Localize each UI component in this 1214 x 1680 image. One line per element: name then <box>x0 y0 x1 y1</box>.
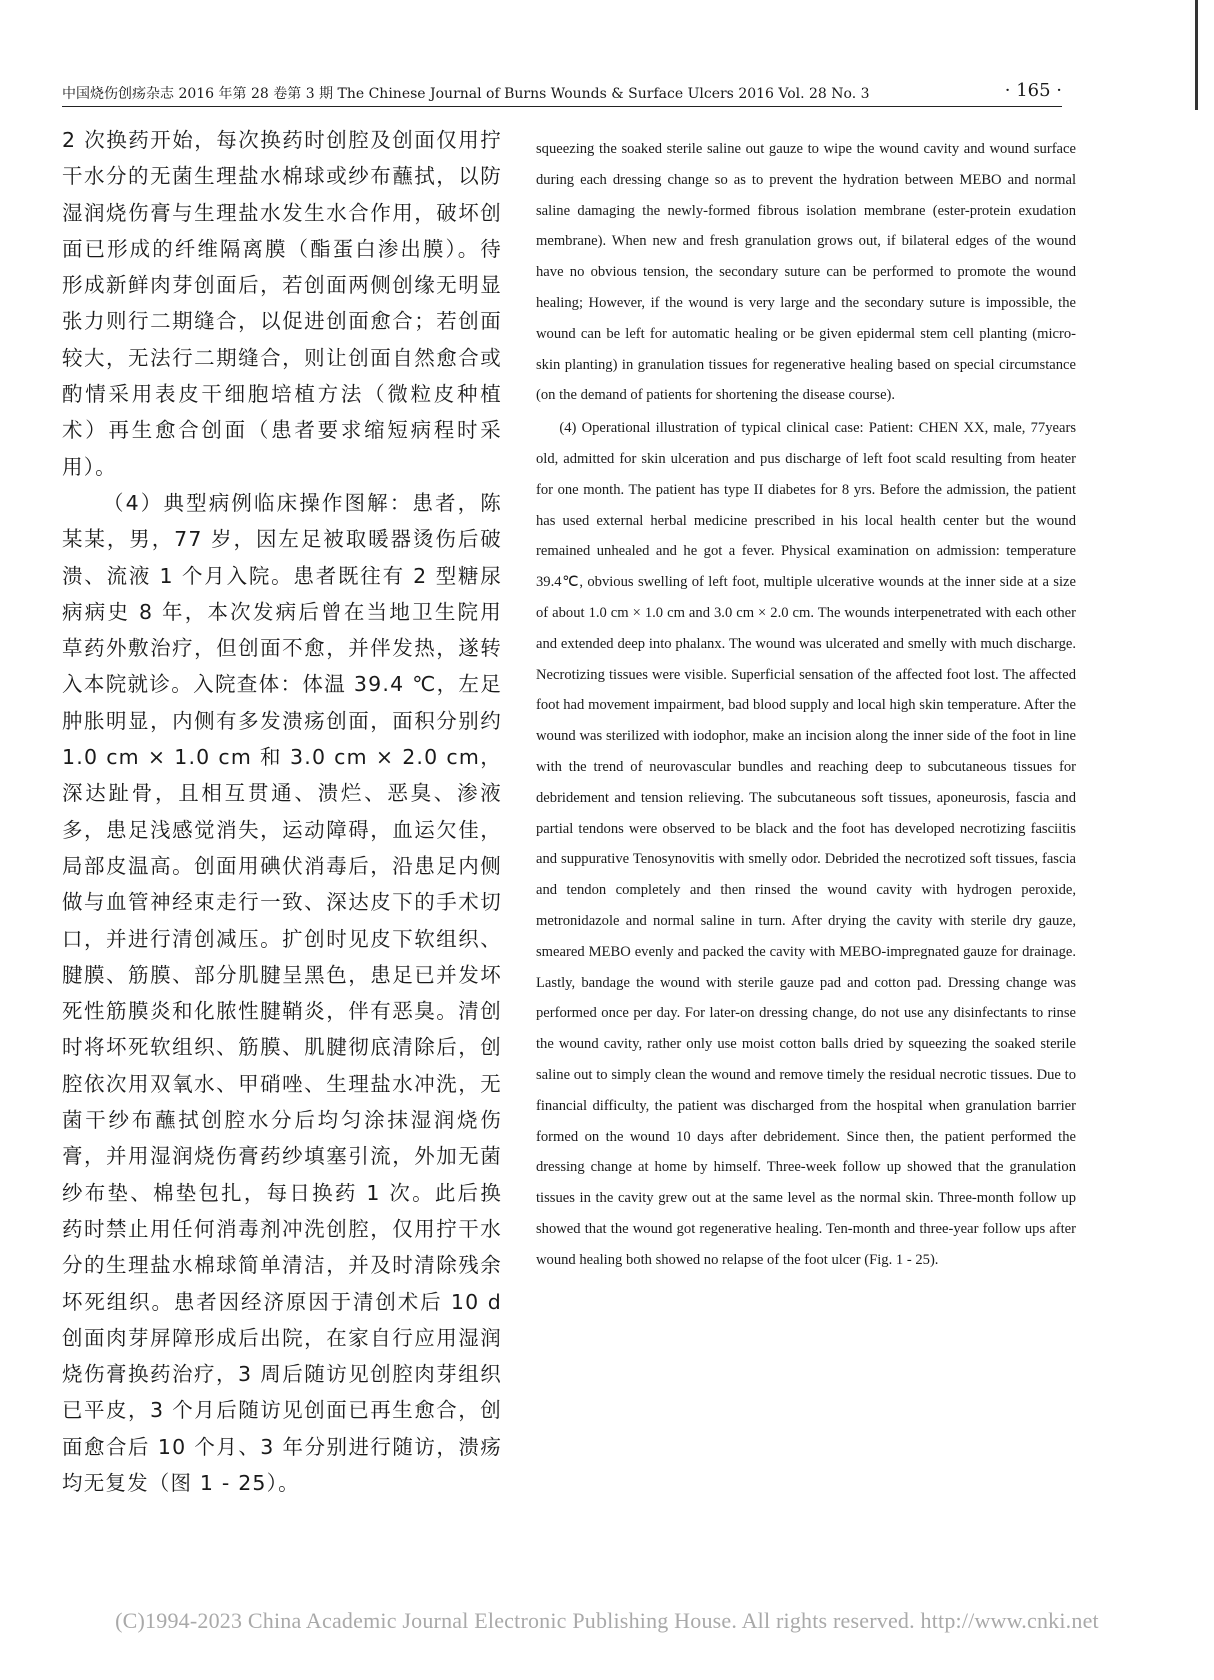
copyright-footer: (C)1994-2023 China Academic Journal Electronic Publishing House. All rights reserved. http://www.cnki.net <box>115 1608 1099 1633</box>
margin-rule <box>1195 0 1198 110</box>
english-column <box>536 134 1076 1275</box>
running-header <box>62 80 1062 107</box>
english-paragraph-1: squeezing the soaked sterile saline out gauze to wipe the wound cavity and wound surface during each dressing change so as to prevent the hydration between MEBO and normal saline damaging the newly-formed fibrous isolation membrane (ester-protein exudation membrane). When new and fresh granulation grows out, if bilateral edges of the wound have no obvious tension, the secondary suture can be performed to promote the wound healing; However, if the wound is very large and the secondary suture is impossible, the wound can be left for automatic healing or be given epidermal stem cell planting (micro-skin planting) in granulation tissues for regenerative healing based on special circumstance (on the demand of patients for shortening the disease course). <box>536 141 1076 404</box>
chinese-column <box>62 122 502 1501</box>
journal-header-title: 中国烧伤创疡杂志 2016 年第 28 卷第 3 期 The Chinese Journal of Burns Wounds & Surface Ulcers 2016 Vol. 28 No. 3 <box>62 86 870 102</box>
page-number: · 165 · <box>1004 80 1062 101</box>
chinese-paragraph-2: （4）典型病例临床操作图解：患者，陈某某，男，77 岁，因左足被取暖器烫伤后破溃、流液 1 个月入院。患者既往有 2 型糖尿病病史 8 年，本次发病后曾在当地卫生院用草药外敷治疗，但创面不愈，并伴发热，遂转入本院就诊。入院查体：体温 39.4 ℃，左足肿胀明显，内侧有多发溃疡创面，面积分别约 1.0 cm × 1.0 cm 和 3.0 cm × 2.0 cm，深达趾骨，且相互贯通、溃烂、恶臭、渗液多，患足浅感觉消失，运动障碍，血运欠佳，局部皮温高。创面用碘伏消毒后，沿患足内侧做与血管神经束走行一致、深达皮下的手术切口，并进行清创减压。扩创时见皮下软组织、腱膜、筋膜、部分肌腱呈黑色，患足已并发坏死性筋膜炎和化脓性腱鞘炎，伴有恶臭。清创时将坏死软组织、筋膜、肌腱彻底清除后，创腔依次用双氧水、甲硝唑、生理盐水冲洗，无菌干纱布蘸拭创腔水分后均匀涂抹湿润烧伤膏，并用湿润烧伤膏药纱填塞引流，外加无菌纱布垫、棉垫包扎，每日换药 1 次。此后换药时禁止用任何消毒剂冲洗创腔，仅用拧干水分的生理盐水棉球简单清洁，并及时清除残余坏死组织。患者因经济原因于清创术后 10 d 创面肉芽屏障形成后出院，在家自行应用湿润烧伤膏换药治疗，3 周后随访见创腔肉芽组织已平皮，3 个月后随访见创面已再生愈合，创面愈合后 10 个月、3 年分别进行随访，溃疡均无复发（图 1 - 25）。 <box>62 490 502 1495</box>
chinese-paragraph-1: 2 次换药开始，每次换药时创腔及创面仅用拧干水分的无菌生理盐水棉球或纱布蘸拭，以防湿润烧伤膏与生理盐水发生水合作用，破坏创面已形成的纤维隔离膜（酯蛋白渗出膜）。待形成新鲜肉芽创面后，若创面两侧创缘无明显张力则行二期缝合，以促进创面愈合；若创面较大，无法行二期缝合，则让创面自然愈合或酌情采用表皮干细胞培植方法（微粒皮种植术）再生愈合创面（患者要求缩短病程时采用）。 <box>62 128 502 479</box>
english-paragraph-2: (4) Operational illustration of typical clinical case: Patient: CHEN XX, male, 77years old, admitted for skin ulceration and pus discharge of left foot scald resulting from heater for one month. The patient has type II diabetes for 8 yrs. Before the admission, the patient has used external herbal medicine prescribed in his local health center but the wound remained unhealed and he got a fever. Physical examination on admission: temperature 39.4℃, obvious swelling of left foot, multiple ulcerative wounds at the inner side at a size of about 1.0 cm × 1.0 cm and 3.0 cm × 2.0 cm. The wounds interpenetrated with each other and extended deep into phalanx. The wound was ulcerated and smelly with much discharge. Necrotizing tissues were visible. Superficial sensation of the affected foot lost. The affected foot had movement impairment, bad blood supply and local high skin temperature. After the wound was sterilized with iodophor, make an incision along the inner side of the foot in line with the trend of neurovascular bundles and reaching deep to subcutaneous tissues for debridement and tension relieving. The subcutaneous soft tissues, aponeurosis, fascia and partial tendons were observed to be black and the foot has developed necrotizing fasciitis and suppurative Tenosynovitis with smelly odor. Debrided the necrotized soft tissues, fascia and tendon completely and then rinsed the wound cavity with hydrogen peroxide, metronidazole and normal saline in turn. After drying the cavity with sterile dry gauze, smeared MEBO evenly and packed the cavity with MEBO-impregnated gauze for drainage. Lastly, bandage the wound with sterile gauze pad and cotton pad. Dressing change was performed once per day. For later-on dressing change, do not use any disinfectants to rinse the wound cavity, rather only use moist cotton balls dried by squeezing the soaked sterile saline out to simply clean the wound and remove timely the residual necrotic tissues. Due to financial difficulty, the patient was discharged from the hospital when granulation barrier formed on the wound 10 days after debridement. Since then, the patient performed the dressing change at home by himself. Three-week follow up showed that the granulation tissues in the cavity grew out at the same level as the normal skin. Three-month follow up showed that the wound got regenerative healing. Ten-month and three-year follow ups after wound healing both showed no relapse of the foot ulcer (Fig. 1 - 25). <box>536 420 1076 1268</box>
